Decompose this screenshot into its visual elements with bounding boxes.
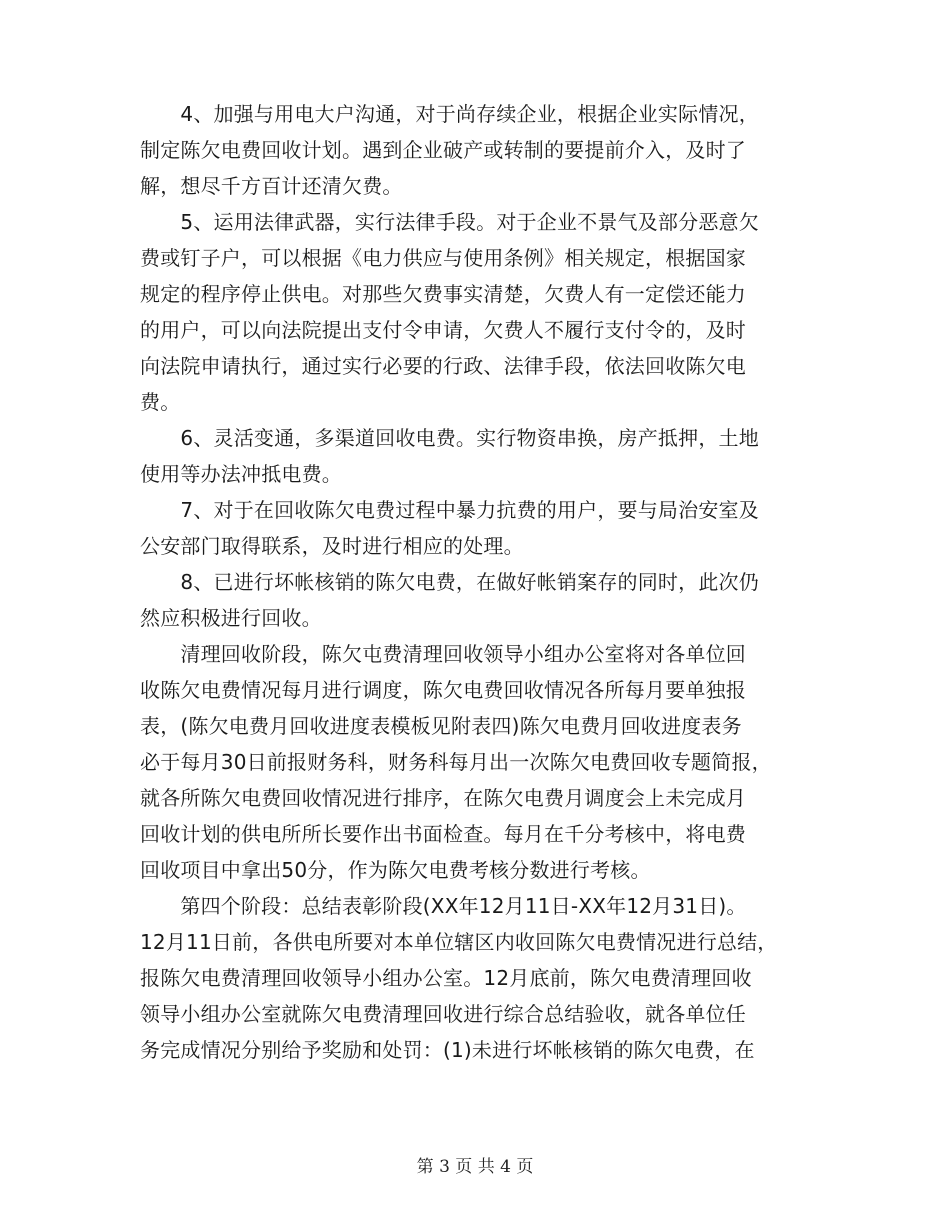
body-text <box>140 96 820 1068</box>
text-line: 就各所陈欠电费回收情况进行排序，在陈欠电费月调度会上未完成月 <box>140 786 746 810</box>
text-line: 解，想尽千方百计还清欠费。 <box>140 174 403 198</box>
text-line: 回收项目中拿出50分，作为陈欠电费考核分数进行考核。 <box>140 858 651 882</box>
text-line: 6、灵活变通，多渠道回收电费。实行物资串换，房产抵押，土地 <box>140 426 759 450</box>
text-line: 清理回收阶段，陈欠屯费清理回收领导小组办公室将对各单位回 <box>140 642 746 666</box>
text-line: 7、对于在回收陈欠电费过程中暴力抗费的用户，要与局治安室及 <box>140 498 759 522</box>
text-line: 报陈欠电费清理回收领导小组办公室。12月底前，陈欠电费清理回收 <box>140 966 752 990</box>
page-footer: 第 3 页 共 4 页 <box>416 1157 534 1177</box>
text-line: 然应积极进行回收。 <box>140 606 322 630</box>
text-line: 费或钉子户，可以根据《电力供应与使用条例》相关规定，根据国家 <box>140 246 746 270</box>
text-line: 表，(陈欠电费月回收进度表模板见附表四)陈欠电费月回收进度表务 <box>140 714 742 738</box>
text-line: 12月11日前，各供电所要对本单位辖区内收回陈欠电费情况进行总结， <box>140 930 778 954</box>
text-line: 务完成情况分别给予奖励和处罚：(1)未进行坏帐核销的陈欠电费，在 <box>140 1038 755 1062</box>
text-line: 规定的程序停止供电。对那些欠费事实清楚，欠费人有一定偿还能力 <box>140 282 746 306</box>
text-line: 5、运用法律武器，实行法律手段。对于企业不景气及部分恶意欠 <box>140 210 759 234</box>
text-line: 第四个阶段：总结表彰阶段(XX年12月11日-XX年12月31日)。 <box>140 894 747 918</box>
text-line: 制定陈欠电费回收计划。遇到企业破产或转制的要提前介入，及时了 <box>140 138 746 162</box>
text-line: 必于每月30日前报财务科，财务科每月出一次陈欠电费回收专题简报， <box>140 750 772 774</box>
text-line: 公安部门取得联系，及时进行相应的处理。 <box>140 534 524 558</box>
text-line: 8、已进行坏帐核销的陈欠电费，在做好帐销案存的同时，此次仍 <box>140 570 759 594</box>
text-line: 回收计划的供电所所长要作出书面检查。每月在千分考核中，将电费 <box>140 822 746 846</box>
text-line: 费。 <box>140 390 181 414</box>
text-line: 向法院申请执行，通过实行必要的行政、法律手段，依法回收陈欠电 <box>140 354 746 378</box>
text-line: 收陈欠电费情况每月进行调度，陈欠电费回收情况各所每月要单独报 <box>140 678 746 702</box>
text-line: 4、加强与用电大户沟通，对于尚存续企业，根据企业实际情况， <box>140 102 759 126</box>
text-line: 的用户，可以向法院提出支付令申请，欠费人不履行支付令的，及时 <box>140 318 746 342</box>
text-line: 使用等办法冲抵电费。 <box>140 462 342 486</box>
text-line: 领导小组办公室就陈欠电费清理回收进行综合总结验收，就各单位任 <box>140 1002 746 1026</box>
